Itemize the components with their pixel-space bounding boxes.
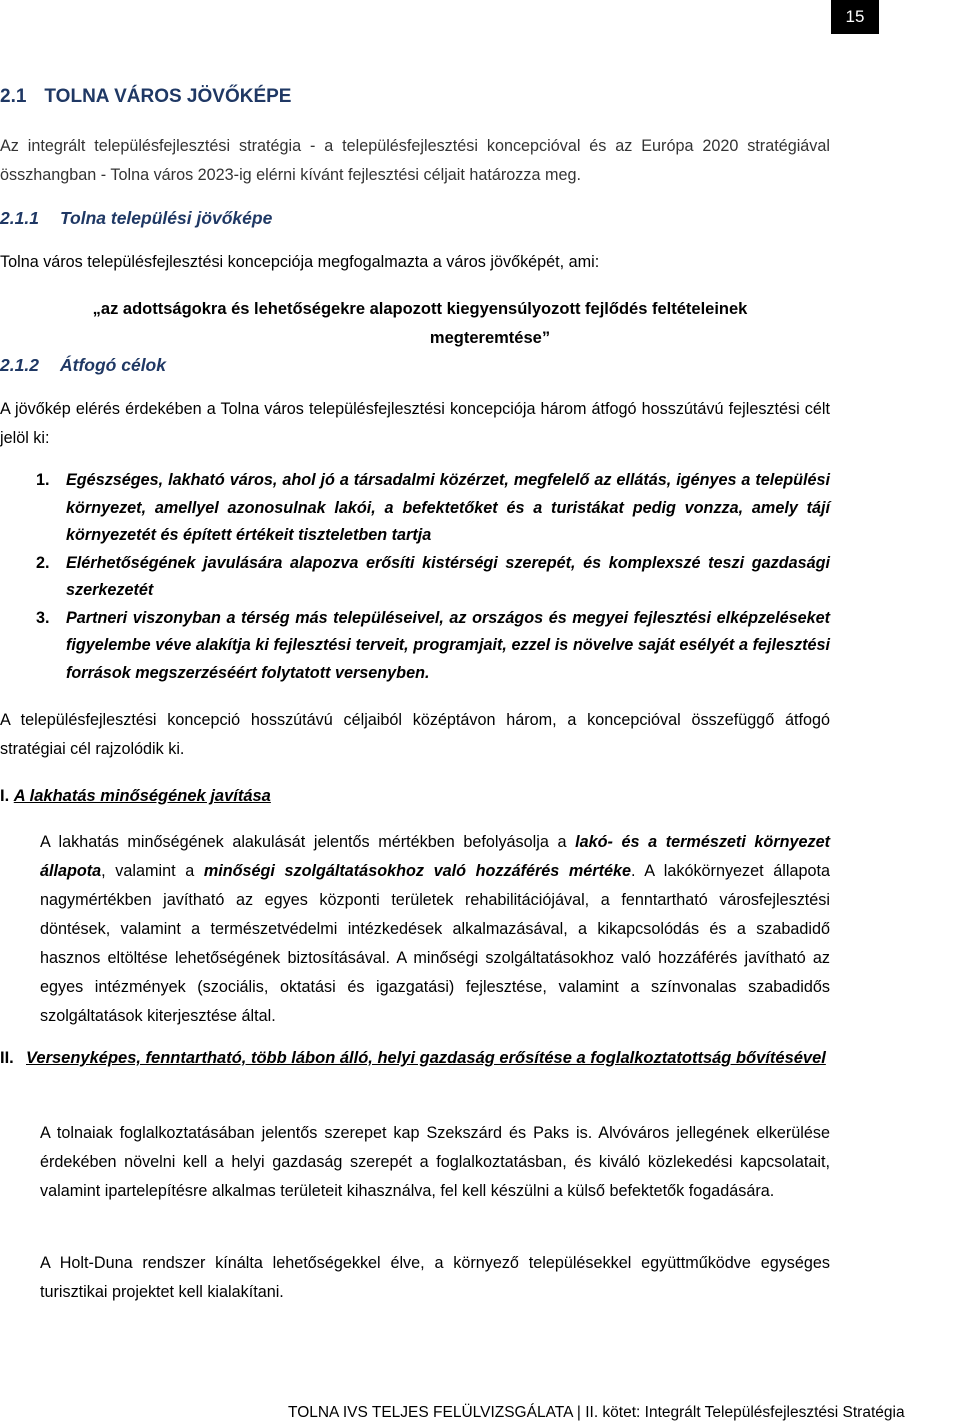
section-2-paragraph-1: A tolnaiak foglalkoztatásában jelentős szerepet kap Szekszárd és Paks is. Alvóváros jellegének elkerülése érdekében növelni kell a helyi gazdaság szerepét a foglalkoztatásban, és kiváló közlekedési kapcsolatait, valamint ipartelepítésre alkalmas területeit kihasználva, fel kell készülni a külső befektetők fogadására. [40,1124,830,1200]
section-2-paragraph-2: A Holt-Duna rendszer kínálta lehetőségekkel élve, a környező településekkel együttműködve egységes turisztikai projektet kell kialakítani. [40,1254,830,1301]
section-1-heading: I. A lakhatás minőségének javítása [0,787,271,805]
footer: TOLNA IVS TELJES FELÜLVIZSGÁLATA | II. kötet: Integrált Településfejlesztési Stratégia [288,1404,905,1421]
vision-intro: Tolna város településfejlesztési koncepciója megfogalmazta a város jövőképét, ami: [0,253,600,271]
heading-2-1-1 [0,208,272,229]
section-1-paragraph: A lakhatás minőségének alakulását jelentős mértékben befolyásolja a lakó- és a természeti környezet állapota, valamint a minőségi szolgáltatásokhoz való hozzáférés mértéke. A lakókörnyezet állapota nagymértékben javítható az egyes központi területek rehabilitációjával, a fenntartható városfejlesztési döntések, valamint a természetvédelmi intézkedések alkalmazásával, a kikapcsolódás és a szabadidő hasznos eltöltése lehetőségének biztosításával. A minőségi szolgáltatásokhoz való hozzáférés javítható az egyes intézmények (szociális, oktatási és igazgatási) fejlesztése, valamint a színvonalas szabadidős szolgáltatások kiterjesztése által. [40,833,830,1025]
goals-list [0,467,830,687]
goal-item: 1. Egészséges, lakható város, ahol jó a társadalmi közérzet, megfelelő az ellátás, igényes a települési környezet, amellyel azonosulnak lakói, a befektetőket és a turistákat pedig vonzza, amely tájí környezetét és épített értékeit tiszteletben tartja [36,471,830,544]
goal-item: 2. Elérhetőségének javulására alapozva erősíti kistérségi szerepét, és komplexszé teszi gazdasági szerkezetét [36,553,830,599]
heading-title: Átfogó célok [60,355,166,375]
heading-title: TOLNA VÁROS JÖVŐKÉPE [44,86,292,107]
heading-2-1-2 [0,355,166,376]
section-2-title: Versenyképes, fenntartható, több lábon álló, helyi gazdaság erősítése a foglalkoztatottság bővítésével [26,1049,826,1067]
heading-2-1 [0,86,291,108]
vision-line-2: megteremtése” [429,329,551,347]
heading-number: 2.1 [0,86,27,107]
section-1-title: A lakhatás minőségének javítása [13,787,271,805]
intro-paragraph: Az integrált településfejlesztési stratégia - a településfejlesztési koncepcióval és az Európa 2020 stratégiával összhangban - Tolna város 2023-ig elérni kívánt fejlesztési céljait határozza meg. [0,137,830,184]
strategy-intro: A településfejlesztési koncepció hosszútávú céljaiból középtávon három, a koncepcióval összefüggő átfogó stratégiai cél rajzolódik ki. [0,711,830,758]
heading-number: 2.1.1 [0,208,39,228]
heading-title: Tolna települési jövőképe [60,208,273,228]
goal-item: 3. Partneri viszonyban a térség más településeivel, az országos és megyei fejlesztési elképzeléseket figyelembe véve alakítja ki fejlesztési terveit, programjait, ezzel is növelve saját esélyét a fejlesztési források megszerzéséért folytatott versenyben. [36,608,830,682]
goals-intro: A jövőkép elérés érdekében a Tolna város településfejlesztési koncepciója három átfogó hosszútávú fejlesztési célt jelöl ki: [0,400,830,447]
page-number: 15 [831,0,879,34]
section-2-heading: II. Versenyképes, fenntartható, több lábon álló, helyi gazdaság erősítése a foglalkoztatottság bővítésével [0,1049,826,1067]
heading-number: 2.1.2 [0,355,39,375]
vision-line-1: „az adottságokra és lehetőségekre alapozott kiegyensúlyozott fejlődés feltételeinek [92,300,748,318]
vision-statement [70,295,770,353]
